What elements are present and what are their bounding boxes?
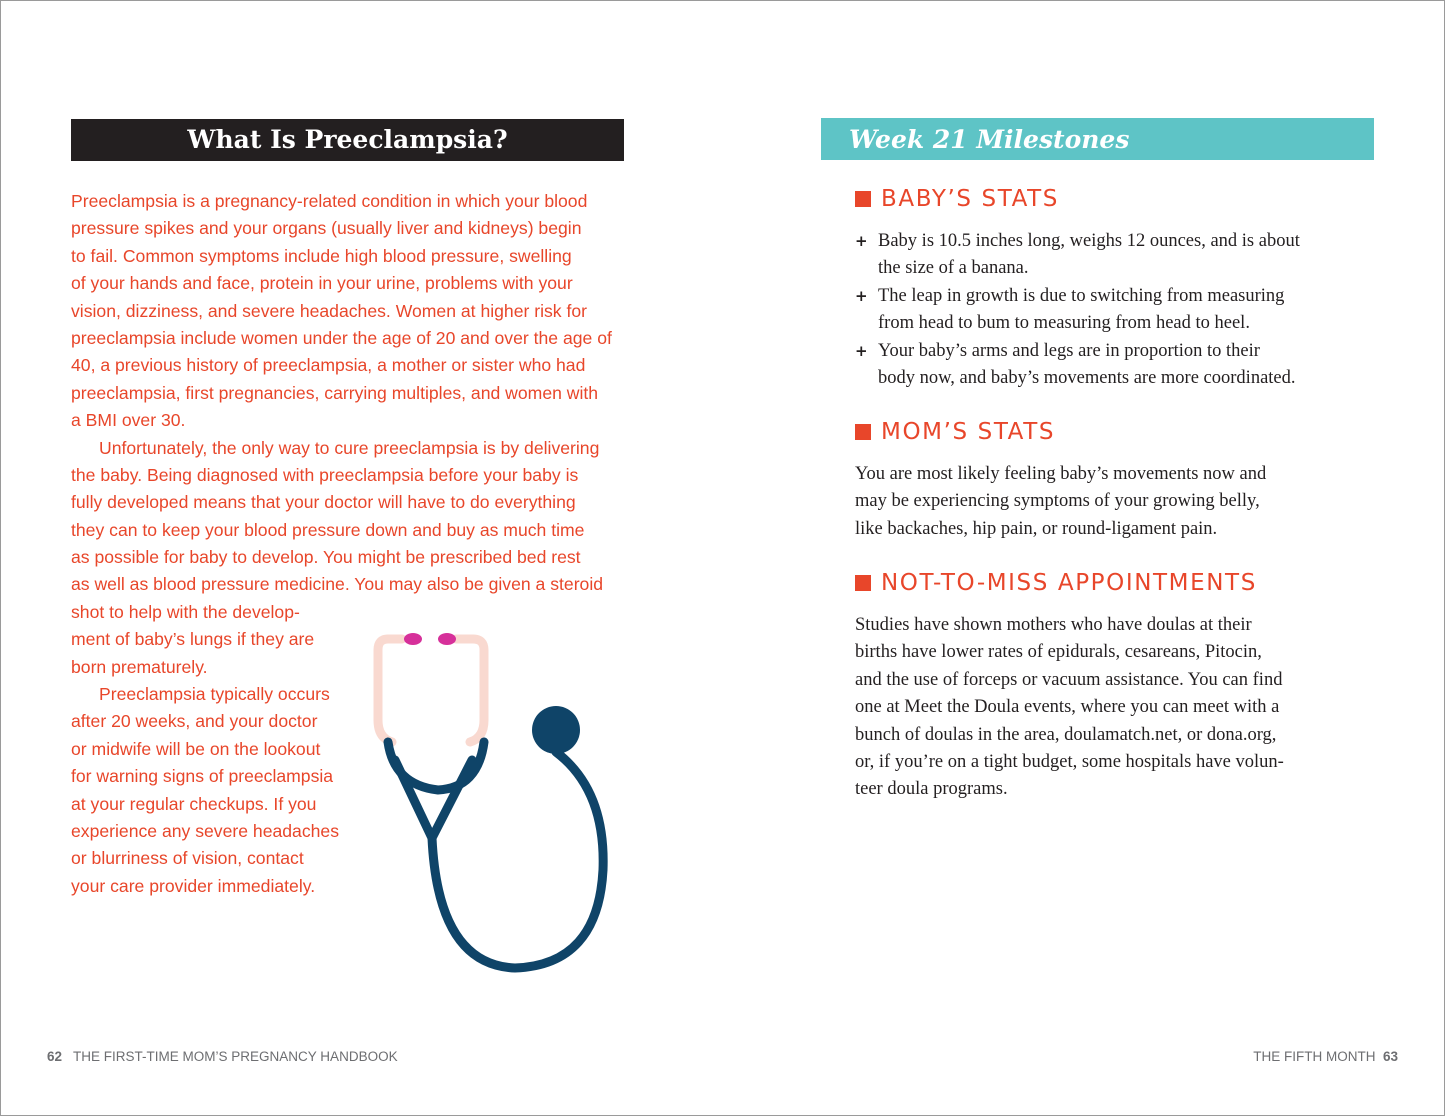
appointments-text bbox=[855, 612, 1375, 804]
body-line: Unfortunately, the only way to cure preeclampsia is by delivering bbox=[99, 437, 600, 458]
right-title: Week 21 Milestones bbox=[821, 118, 1374, 160]
left-footer bbox=[47, 1047, 398, 1067]
right-footer bbox=[1253, 1047, 1398, 1067]
text-line: and the use of forceps or vacuum assistance. You can find bbox=[855, 669, 1283, 690]
body-line: pressure spikes and your organs (usually liver and kidneys) begin bbox=[71, 218, 582, 239]
list-item bbox=[855, 228, 1375, 283]
body-line: 40, a previous history of preeclampsia, a mother or sister who had bbox=[71, 355, 586, 376]
text-line: births have lower rates of epidurals, cesareans, Pitocin, bbox=[855, 642, 1262, 663]
text-line: bunch of doulas in the area, doulamatch.net, or dona.org, bbox=[855, 724, 1277, 745]
square-bullet-icon bbox=[855, 575, 871, 591]
text-line: one at Meet the Doula events, where you can meet with a bbox=[855, 697, 1280, 718]
text-line: like backaches, hip pain, or round-ligament pain. bbox=[855, 518, 1218, 539]
text-line: You are most likely feeling baby’s movements now and bbox=[855, 464, 1267, 484]
body-line: experience any severe headaches bbox=[71, 820, 339, 841]
body-line: vision, dizziness, and severe headaches. Women at higher risk for bbox=[71, 300, 588, 321]
square-bullet-icon bbox=[855, 191, 871, 207]
text-line: teer doula programs. bbox=[855, 779, 1008, 800]
body-line: fully developed means that your doctor will have to do everything bbox=[71, 492, 576, 513]
body-line: your care provider immediately. bbox=[71, 875, 316, 896]
left-footer-book-title: THE FIRST-TIME MOM’S PREGNANCY HANDBOOK bbox=[73, 1049, 398, 1064]
body-line: to fail. Common symptoms include high blood pressure, swelling bbox=[71, 245, 572, 266]
body-line: shot to help with the develop- bbox=[71, 601, 300, 622]
right-footer-section: THE FIFTH MONTH bbox=[1253, 1049, 1376, 1064]
square-bullet-icon bbox=[855, 424, 871, 440]
body-line: as well as blood pressure medicine. You may also be given a steroid bbox=[71, 574, 604, 595]
moms-stats-heading bbox=[855, 417, 1055, 447]
body-line: a BMI over 30. bbox=[71, 410, 186, 431]
body-line: preeclampsia include women under the age of 20 and over the age of bbox=[71, 327, 612, 348]
body-line: of your hands and face, protein in your urine, problems with your bbox=[71, 273, 573, 294]
body-line: preeclampsia, first pregnancies, carrying multiples, and women with bbox=[71, 382, 599, 403]
body-line: ment of baby’s lungs if they are bbox=[71, 629, 315, 650]
bullet-line: Your baby’s arms and legs are in proportion to their bbox=[878, 340, 1260, 361]
appointments-heading bbox=[855, 568, 1257, 598]
body-line: or blurriness of vision, contact bbox=[71, 848, 304, 869]
babys-stats-heading-text: BABY’S STATS bbox=[881, 186, 1059, 212]
moms-stats-text bbox=[855, 461, 1375, 543]
bullet-line: the size of a banana. bbox=[878, 258, 1029, 279]
babys-stats-heading bbox=[855, 184, 1059, 214]
left-title: What Is Preeclampsia? bbox=[71, 119, 624, 161]
body-line: as possible for baby to develop. You might be prescribed bed rest bbox=[71, 547, 581, 568]
body-line: at your regular checkups. If you bbox=[71, 793, 317, 814]
text-line: or, if you’re on a tight budget, some hospitals have volun- bbox=[855, 751, 1284, 772]
text-line: may be experiencing symptoms of your growing belly, bbox=[855, 491, 1260, 512]
body-line: they can to keep your blood pressure down and buy as much time bbox=[71, 519, 585, 540]
plus-bullet-icon: + bbox=[855, 232, 868, 250]
bullet-line: Baby is 10.5 inches long, weighs 12 ounces, and is about bbox=[878, 231, 1300, 251]
list-item bbox=[855, 283, 1375, 338]
moms-stats-heading-text: MOM’S STATS bbox=[881, 419, 1056, 445]
left-page-number: 62 bbox=[47, 1049, 63, 1064]
right-page-number: 63 bbox=[1382, 1049, 1398, 1064]
body-line: the baby. Being diagnosed with preeclampsia before your baby is bbox=[71, 464, 579, 485]
body-line: for warning signs of preeclampsia bbox=[71, 766, 334, 787]
bullet-line: body now, and baby’s movements are more coordinated. bbox=[878, 367, 1296, 388]
appointments-heading-text: NOT-TO-MISS APPOINTMENTS bbox=[881, 570, 1257, 596]
stethoscope-icon bbox=[360, 625, 620, 985]
list-item bbox=[855, 338, 1375, 393]
body-line: born prematurely. bbox=[71, 656, 208, 677]
body-line: Preeclampsia is a pregnancy-related condition in which your blood bbox=[71, 191, 588, 211]
text-line: Studies have shown mothers who have doulas at their bbox=[855, 615, 1252, 635]
bullet-line: The leap in growth is due to switching from measuring bbox=[878, 285, 1285, 306]
bullet-line: from head to bum to measuring from head to heel. bbox=[878, 313, 1250, 334]
body-line: Preeclampsia typically occurs bbox=[99, 684, 330, 705]
plus-bullet-icon: + bbox=[855, 341, 868, 360]
body-line: or midwife will be on the lookout bbox=[71, 738, 321, 759]
body-line: after 20 weeks, and your doctor bbox=[71, 711, 318, 732]
babys-stats-list bbox=[855, 228, 1375, 392]
plus-bullet-icon: + bbox=[855, 286, 868, 305]
